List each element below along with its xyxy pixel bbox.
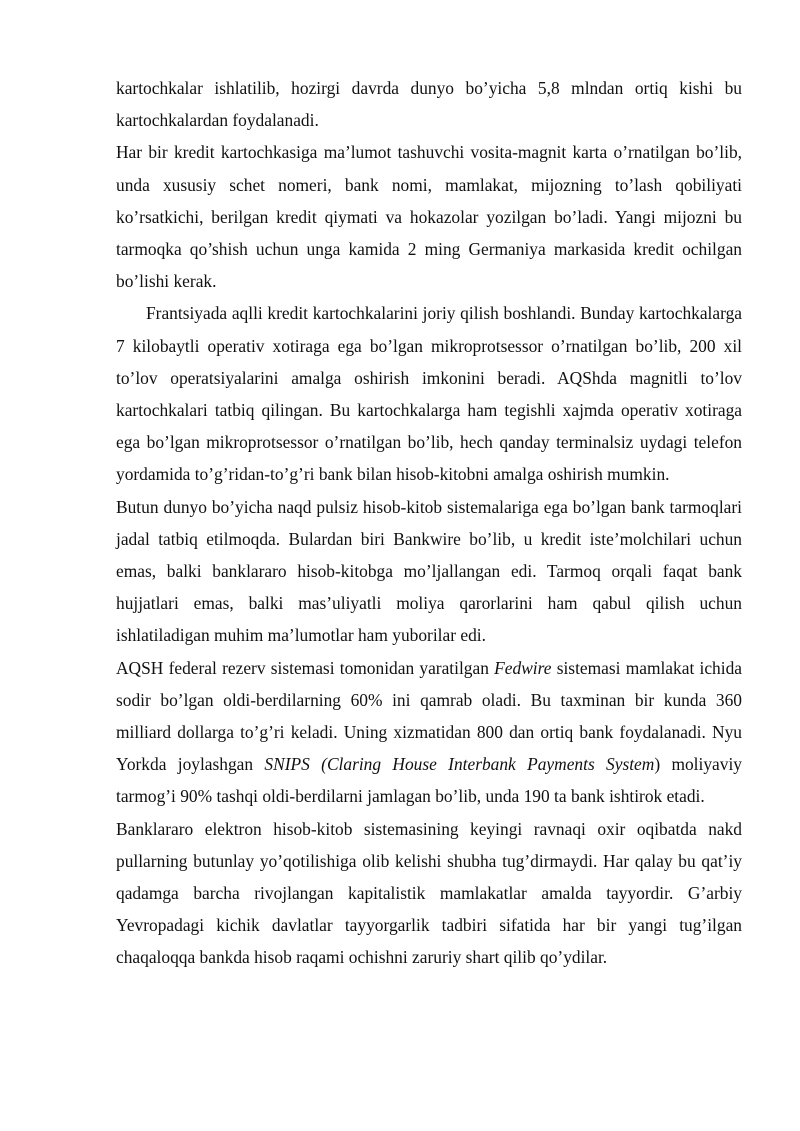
document-page — [116, 72, 742, 974]
paragraph-6: Banklararo elektron hisob-kitob sistemasining keyingi ravnaqi oxir oqibatda nakd pullarning butunlay yo’qotilishiga olib kelishi shubha tug’dirmaydi. Har qalay bu qat’iy qadamga barcha rivojlangan kapitalistik mamlakatlar amalda tayyordir. G’arbiy Yevropadagi kichik davlatlar tayyorgarlik tadbiri sifatida har bir yangi tug’ilgan chaqaloqqa bankda hisob raqami ochishni zaruriy shart qilib qo’ydilar. — [116, 818, 742, 968]
paragraph-5-text-3: ) moliyaviy tarmog’i 90% tashqi oldi-berdilarni jamlagan bo’lib, unda 190 ta bank ishtirok etadi. — [116, 754, 742, 807]
fedwire-term: Fedwire — [494, 657, 552, 678]
paragraph-5-text-1: AQSH federal rezerv sistemasi tomonidan yaratilgan — [116, 657, 495, 678]
snips-term: SNIPS (Claring House Interbank Payments System — [264, 754, 655, 775]
paragraph-5-text-2: sistemasi mamlakat ichida sodir bo’lgan oldi-berdilarning 60% ini qamrab oladi. Bu taxminan bir kunda 360 milliard dollarga to’g’ri keladi. Uning xizmatidan 800 dan ortiq bank foydalanadi. Nyu Yorkda joylashgan — [116, 657, 743, 775]
paragraph-1: kartochkalar ishlatilib, hozirgi davrda dunyo bo’yicha 5,8 mlndan ortiq kishi bu kartochkalardan foydalanadi. — [116, 78, 742, 131]
paragraph-3: Frantsiyada aqlli kredit kartochkalarini joriy qilish boshlandi. Bunday kartochkalarga 7 kilobaytli operativ xotiraga ega bo’lgan mikroprotsessor o’rnatilgan bo’lib, 200 xil to’lov operatsiyalarini amalga oshirish imkonini beradi. AQShda magnitli to’lov kartochkalari tatbiq qilingan. Bu kartochkalarga ham tegishli xajmda operativ xotiraga ega bo’lgan mikroprotsessor o’rnatilgan bo’lib, hech qanday terminalsiz uydagi telefon yordamida to’g’ridan-to’g’ri bank bilan hisob-kitobni amalga oshirish mumkin. — [116, 303, 742, 485]
paragraph-5 — [116, 652, 742, 813]
paragraph-4: Butun dunyo bo’yicha naqd pulsiz hisob-kitob sistemalariga ega bo’lgan bank tarmoqlari jadal tatbiq etilmoqda. Bulardan biri Bankwire bo’lib, u kredit iste’molchilari uchun emas, balki banklararo hisob-kitobga mo’ljallangan edi. Tarmoq orqali faqat bank hujjatlari emas, balki mas’uliyatli moliya qarorlarini ham qabul qilish uchun ishlatiladigan muhim ma’lumotlar ham yuborilar edi. — [116, 496, 742, 646]
paragraph-2: Har bir kredit kartochkasiga ma’lumot tashuvchi vosita-magnit karta o’rnatilgan bo’lib, unda xususiy schet nomeri, bank nomi, mamlakat, mijozning to’lash qobiliyati ko’rsatkichi, berilgan kredit qiymati va hokazolar yozilgan bo’ladi. Yangi mijozni bu tarmoqka qo’shish uchun unga kamida 2 ming Germaniya markasida kredit ochilgan bo’lishi kerak. — [116, 142, 742, 292]
